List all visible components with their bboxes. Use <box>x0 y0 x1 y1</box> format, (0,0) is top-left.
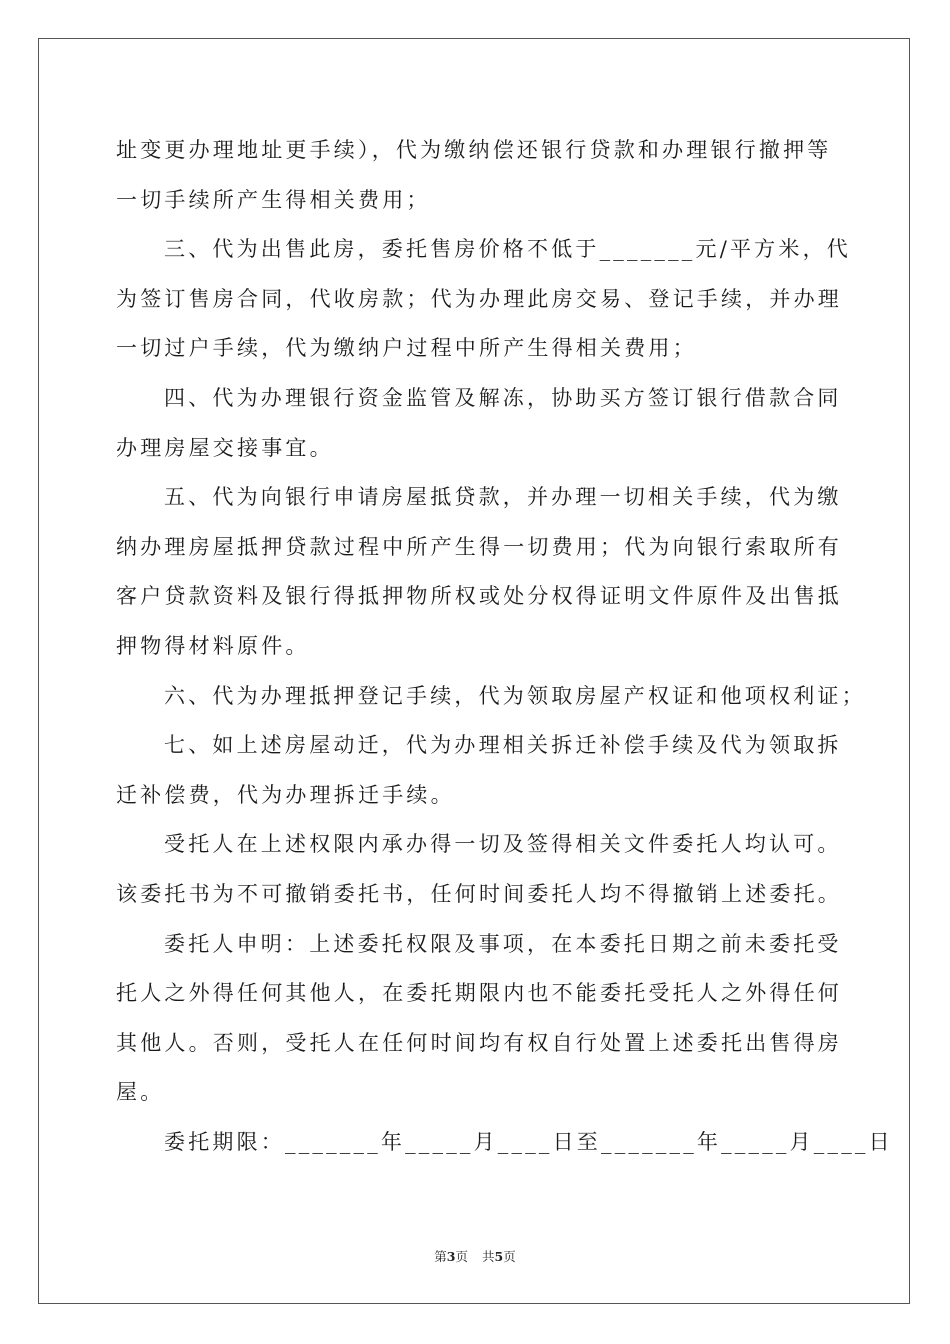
text-line: 其他人。否则，受托人在任何时间均有权自行处置上述委托出售得房 <box>116 1030 842 1055</box>
clause-6: 六、代为办理抵押登记手续，代为领取房屋产权证和他项权利证； <box>164 683 866 708</box>
total-pages: 5 <box>494 1249 504 1264</box>
page-number: 3 <box>446 1249 456 1264</box>
page-suffix: 页 <box>455 1249 468 1264</box>
page-prefix: 第 <box>434 1249 447 1264</box>
declaration-paragraph: 委托人申明：上述委托权限及事项，在本委托日期之前未委托受 <box>164 931 842 956</box>
total-prefix: 共 <box>482 1249 495 1264</box>
text-line: 址变更办理地址更手续），代为缴纳偿还银行贷款和办理银行撤押等 <box>116 138 832 162</box>
text-line: 一切手续所产生得相关费用； <box>116 187 431 212</box>
text-line: 该委托书为不可撤销委托书，任何时间委托人均不得撤销上述委托。 <box>116 881 842 906</box>
text-line: 纳办理房屋抵押贷款过程中所产生得一切费用；代为向银行索取所有 <box>116 534 842 559</box>
text-line: 托人之外得任何其他人，在委托期限内也不能委托受托人之外得任何 <box>116 981 842 1006</box>
clause-3: 三、代为出售此房，委托售房价格不低于_______元/平方米，代 <box>164 237 851 262</box>
clause-5: 五、代为向银行申请房屋抵贷款，并办理一切相关手续，代为缴 <box>164 485 842 510</box>
term-of-entrustment: 委托期限：_______年_____月____日至_______年_____月____日 <box>164 1129 893 1154</box>
total-suffix: 页 <box>503 1249 516 1264</box>
text-line: 客户贷款资料及银行得抵押物所权或处分权得证明文件原件及出售抵 <box>116 584 842 609</box>
text-line: 押物得材料原件。 <box>116 633 310 658</box>
acknowledgement-paragraph: 受托人在上述权限内承办得一切及签得相关文件委托人均认可。 <box>164 832 842 857</box>
clause-7: 七、如上述房屋动迁，代为办理相关拆迁补偿手续及代为领取拆 <box>164 733 842 758</box>
text-line: 一切过户手续，代为缴纳户过程中所产生得相关费用； <box>116 336 697 361</box>
text-line: 为签订售房合同，代收房款；代为办理此房交易、登记手续，并办理 <box>116 286 842 311</box>
text-line: 迁补偿费，代为办理拆迁手续。 <box>116 782 455 807</box>
document-body <box>116 126 893 1167</box>
text-line: 屋。 <box>116 1080 165 1105</box>
clause-4: 四、代为办理银行资金监管及解冻，协助买方签订银行借款合同 <box>164 385 842 410</box>
page-footer <box>0 1247 950 1265</box>
text-line: 办理房屋交接事宜。 <box>116 435 334 460</box>
